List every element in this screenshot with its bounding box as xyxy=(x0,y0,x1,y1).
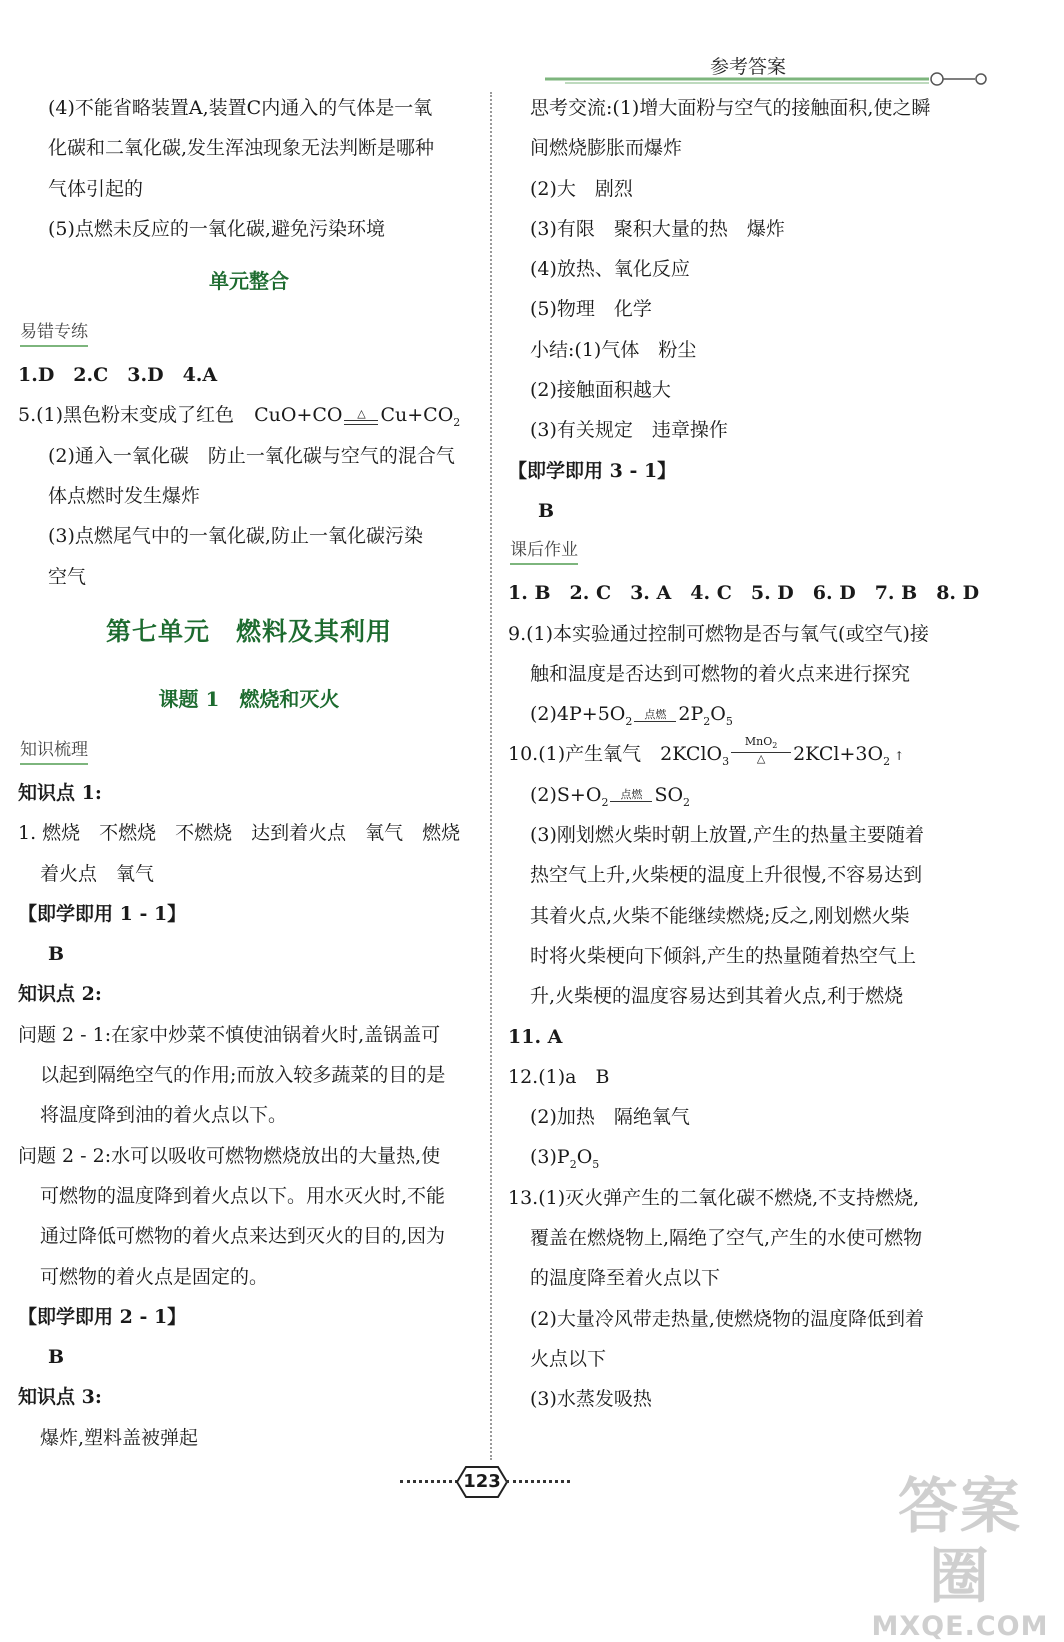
watermark-logo: 答案圈 MXQE.COM xyxy=(871,1472,1049,1642)
text-line: 问题 2 - 1:在家中炒菜不慎使油锅着火时,盖锅盖可 xyxy=(18,1023,441,1046)
apply-label: 【即学即用 1 - 1】 xyxy=(18,902,187,925)
unit-summary-heading: 单元整合 xyxy=(209,269,289,294)
text-line: 12.(1)a B xyxy=(508,1065,610,1088)
text-line: 升,火柴梗的温度容易达到其着火点,利于燃烧 xyxy=(530,985,904,1008)
page-header-title: 参考答案 xyxy=(710,56,787,78)
text-line: 9.(1)本实验通过控制可燃物是否与氧气(或空气)接 xyxy=(508,622,929,645)
text-line: 空气 xyxy=(48,565,87,588)
column-divider xyxy=(490,92,492,1460)
text-line: 火点以下 xyxy=(530,1347,607,1370)
lesson-heading: 课题 1 燃烧和灭火 xyxy=(158,686,340,711)
text-line: (2)加热 隔绝氧气 xyxy=(530,1106,690,1129)
apply-answer: B xyxy=(538,499,555,522)
text-line: (4)放热、氧化反应 xyxy=(530,258,690,281)
text-line: 其着火点,火柴不能继续燃烧;反之,刚划燃火柴 xyxy=(530,904,910,927)
text-line: 通过降低可燃物的着火点来达到灭火的目的,因为 xyxy=(40,1225,446,1248)
text-line: 思考交流:(1)增大面粉与空气的接触面积,使之瞬 xyxy=(530,97,931,119)
text-line: 13.(1)灭火弹产生的二氧化碳不燃烧,不支持燃烧, xyxy=(508,1186,920,1209)
text-line: (2)接触面积越大 xyxy=(530,379,671,402)
text-line: 触和温度是否达到可燃物的着火点来进行探究 xyxy=(530,662,911,685)
text-line: 的温度降至着火点以下 xyxy=(530,1267,721,1290)
text-line: (3)刚划燃火柴时朝上放置,产生的热量主要随着 xyxy=(530,824,924,847)
text-line: 着火点 氧气 xyxy=(40,862,155,885)
text-line: (4)不能省略装置A,装置C内通入的气体是一氧 xyxy=(48,97,433,119)
equation-line-q10: 10.(1)产生氧气 2KClO$_3$ MnO$_2$ △ $2KCl+3O_2$ ↑ xyxy=(508,734,905,769)
text-line: 可燃物的着火点是固定的。 xyxy=(40,1265,269,1288)
text-line: (3)点燃尾气中的一氧化碳,防止一氧化碳污染 xyxy=(48,525,423,548)
answer-line: 1. B 2. C 3. A 4. C 5. D 6. D 7. B 8. D xyxy=(508,582,980,605)
text-line: (3)有关规定 违章操作 xyxy=(530,419,728,442)
left-column xyxy=(18,88,480,1458)
apply-label: 【即学即用 2 - 1】 xyxy=(18,1305,187,1328)
answer-line-q5: 5.(1)黑色粉末变成了红色 CuO+CO △ $Cu+CO_2$ xyxy=(18,404,461,430)
footer-dots-left xyxy=(400,1480,458,1483)
text-line: (3)有限 聚积大量的热 爆炸 xyxy=(530,217,785,240)
apply-answer: B xyxy=(48,1346,65,1369)
text-line: 1. 燃烧 不燃烧 不燃烧 达到着火点 氧气 燃烧 xyxy=(18,822,461,845)
text-line: (2)大量冷风带走热量,使燃烧物的温度降低到着 xyxy=(530,1307,924,1330)
text-line: (2)通入一氧化碳 防止一氧化碳与空气的混合气 xyxy=(48,444,455,467)
text-line: 可燃物的温度降到着火点以下。用水灭火时,不能 xyxy=(40,1184,446,1207)
text-line: (5)点燃未反应的一氧化碳,避免污染环境 xyxy=(48,217,385,240)
text-line: (3)水蒸发吸热 xyxy=(530,1388,652,1411)
text-line: 热空气上升,火柴梗的温度上升很慢,不容易达到 xyxy=(530,864,923,887)
knowledge-point-label: 知识点 1: xyxy=(18,781,102,804)
answer-line: 1.D 2.C 3.D 4.A xyxy=(18,364,218,387)
footer-dots-right xyxy=(506,1480,570,1483)
right-column xyxy=(508,88,1048,1420)
text-line: 气体引起的 xyxy=(48,177,144,200)
equation-line-q9: $(2)4P+5O_2$ 点燃 $2P_2O_5$ xyxy=(530,703,733,728)
answer-line: 11. A xyxy=(508,1025,563,1048)
text-line: 将温度降到油的着火点以下。 xyxy=(40,1104,288,1127)
equation-line-q10-2: $(2)S+O_2$ 点燃 $SO_2$ xyxy=(530,783,691,809)
text-line: 以起到隔绝空气的作用;而放入较多蔬菜的目的是 xyxy=(40,1064,446,1087)
knowledge-point-label: 知识点 3: xyxy=(18,1386,102,1409)
text-line: 化碳和二氧化碳,发生浑浊现象无法判断是哪种 xyxy=(48,137,435,160)
text-line: (5)物理 化学 xyxy=(530,298,652,321)
text-line: 爆炸,塑料盖被弹起 xyxy=(40,1426,199,1449)
section-tag-homework: 课后作业 xyxy=(510,537,578,565)
knowledge-point-label: 知识点 2: xyxy=(18,983,102,1006)
chapter-heading: 第七单元 燃料及其利用 xyxy=(105,616,392,646)
text-line: (2)大 剧烈 xyxy=(530,177,633,200)
text-line: 小结:(1)气体 粉尘 xyxy=(530,338,697,361)
apply-label: 【即学即用 3 - 1】 xyxy=(508,459,677,482)
apply-answer: B xyxy=(48,943,65,966)
text-line: $(3)P_2O_5$ xyxy=(530,1146,600,1172)
text-line: 覆盖在燃烧物上,隔绝了空气,产生的水使可燃物 xyxy=(530,1227,923,1250)
text-line: 体点燃时发生爆炸 xyxy=(48,485,201,508)
section-tag-knowledge: 知识梳理 xyxy=(20,737,88,765)
text-line: 问题 2 - 2:水可以吸收可燃物燃烧放出的大量热,使 xyxy=(18,1144,441,1167)
page-number: 123 xyxy=(463,1471,501,1492)
section-tag-easy-errors: 易错专练 xyxy=(20,319,88,347)
header-rule xyxy=(545,68,995,90)
text-line: 间燃烧膨胀而爆炸 xyxy=(530,137,683,160)
text-line: 时将火柴梗向下倾斜,产生的热量随着热空气上 xyxy=(530,944,917,967)
